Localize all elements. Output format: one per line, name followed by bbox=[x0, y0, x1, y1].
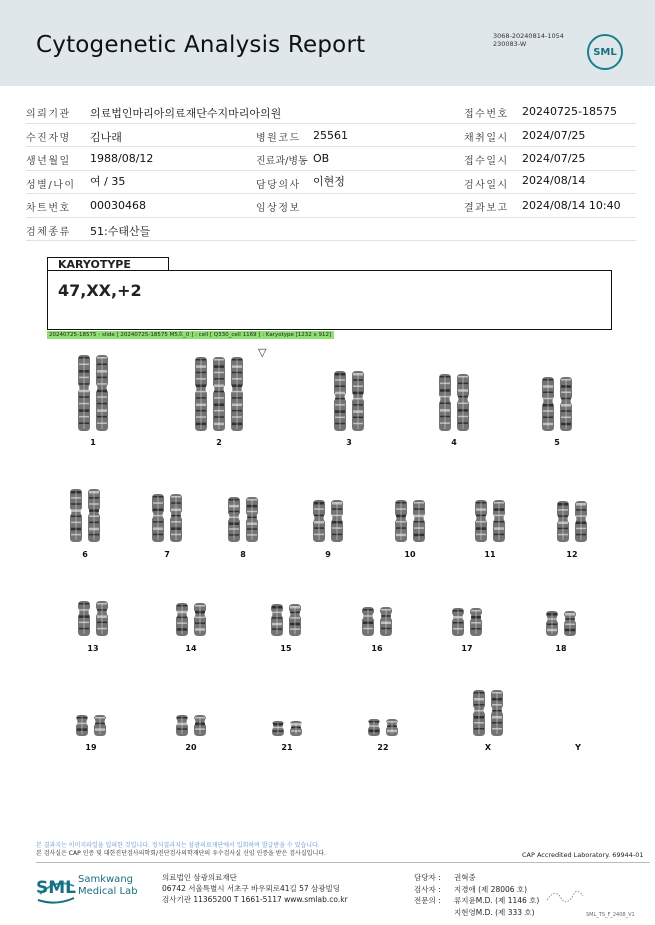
chromosome-12 bbox=[557, 501, 569, 542]
chromosome-2 bbox=[213, 357, 225, 431]
chromosome-19 bbox=[76, 715, 88, 736]
chromosome-pair-16 bbox=[358, 605, 396, 640]
chromosome-10 bbox=[395, 500, 407, 542]
report-title: Cytogenetic Analysis Report bbox=[36, 32, 366, 58]
specimen-label: 검체종류 bbox=[26, 226, 71, 238]
receipt-date-value: 2024/07/25 bbox=[522, 152, 586, 165]
dept-label: 진료과/병동 bbox=[256, 156, 308, 167]
receipt-no-label: 접수번호 bbox=[464, 109, 509, 120]
chromosome-16 bbox=[380, 607, 392, 636]
address-line2: 06742 서울특별시 서초구 바우뫼로41길 57 삼광빌딩 bbox=[162, 884, 341, 893]
chromosome-pair-1 bbox=[74, 353, 112, 435]
test-date-value: 2024/08/14 bbox=[522, 173, 586, 187]
chromosome-label: Y bbox=[575, 743, 581, 752]
report-date-value: 2024/08/14 10:40 bbox=[522, 199, 621, 212]
chromosome-8 bbox=[228, 497, 240, 542]
name-label: 수진자명 bbox=[26, 132, 71, 144]
chromosome-9 bbox=[331, 500, 343, 542]
staff-list bbox=[414, 872, 539, 918]
chromosome-pair-5 bbox=[538, 375, 576, 435]
form-code: SML_TS_F_2408_V1 bbox=[586, 912, 635, 918]
chromosome-pair-7 bbox=[148, 492, 186, 546]
doctor-label: 담당의사 bbox=[256, 179, 301, 191]
chromosome-label: 10 bbox=[404, 550, 416, 559]
staff-value: 지경애 (제 28006 호) bbox=[454, 884, 528, 894]
chromosome-14 bbox=[194, 603, 206, 636]
chromosome-label: 17 bbox=[461, 644, 473, 653]
address-line3: 검사기관 11365200 T 1661-5117 www.smlab.co.kr bbox=[162, 895, 348, 904]
info-row bbox=[26, 218, 636, 242]
chromosome-4 bbox=[457, 374, 469, 431]
chromosome-label: 22 bbox=[377, 743, 389, 752]
dept-value: OB bbox=[313, 152, 330, 165]
chromosome-16 bbox=[362, 607, 374, 636]
chromosome-label: 7 bbox=[164, 550, 170, 559]
chromosome-22 bbox=[386, 719, 398, 736]
company-name bbox=[78, 874, 138, 898]
company-name-line1: Samkwang bbox=[78, 874, 133, 885]
chromosome-pair-2 bbox=[191, 355, 247, 435]
chromosome-2 bbox=[231, 357, 243, 431]
chromosome-14 bbox=[176, 603, 188, 636]
cap-accreditation: CAP Accredited Laboratory. 69944-01 bbox=[522, 851, 644, 859]
patient-info-table bbox=[26, 100, 636, 241]
footer-divider bbox=[36, 862, 650, 863]
chromosome-pair-20 bbox=[172, 713, 210, 740]
chromosome-label: 4 bbox=[451, 438, 457, 447]
chromosome-pair-4 bbox=[435, 372, 473, 435]
chromosome-label: 8 bbox=[240, 550, 246, 559]
chromosome-pair-8 bbox=[224, 495, 262, 546]
staff-value: 권혁중 bbox=[454, 873, 476, 882]
chromosome-17 bbox=[470, 608, 482, 636]
collection-date-label: 채취일시 bbox=[464, 132, 509, 144]
chromosome-pair-18 bbox=[542, 609, 580, 640]
chromosome-label: 14 bbox=[185, 644, 197, 653]
clinical-label: 임상정보 bbox=[256, 203, 301, 214]
chromosome-label: 16 bbox=[371, 644, 383, 653]
chromosome-pair-15 bbox=[267, 602, 305, 640]
info-row bbox=[26, 194, 636, 218]
report-header bbox=[0, 0, 655, 86]
chromosome-pair-3 bbox=[330, 369, 368, 435]
chromosome-3 bbox=[352, 371, 364, 431]
doctor-value: 이현정 bbox=[313, 174, 345, 188]
info-row bbox=[26, 124, 636, 148]
chromosome-22 bbox=[368, 719, 380, 736]
chromosome-3 bbox=[334, 371, 346, 431]
receipt-no-value: 20240725-18575 bbox=[522, 105, 617, 118]
chromosome-X bbox=[491, 690, 503, 736]
document-code-line1: 3068-20240814-1054 bbox=[493, 32, 564, 40]
chromosome-pair-17 bbox=[448, 606, 486, 640]
chromosome-18 bbox=[546, 611, 558, 636]
chromosome-pair-10 bbox=[391, 498, 429, 546]
chromosome-pair-9 bbox=[309, 498, 347, 546]
chromosome-label: 12 bbox=[566, 550, 578, 559]
staff-row bbox=[414, 895, 539, 907]
chromosome-21 bbox=[290, 721, 302, 736]
chromosome-label: 15 bbox=[280, 644, 292, 653]
chromosome-6 bbox=[88, 489, 100, 542]
chart-no-value: 00030468 bbox=[90, 199, 146, 212]
chromosome-13 bbox=[78, 601, 90, 636]
report-date-label: 결과보고 bbox=[464, 203, 509, 214]
chromosome-2 bbox=[195, 357, 207, 431]
footer-notes bbox=[36, 842, 326, 858]
chromosome-18 bbox=[564, 611, 576, 636]
karyotype-result-box bbox=[47, 270, 612, 330]
chromosome-label: 6 bbox=[82, 550, 88, 559]
chromosome-label: 18 bbox=[555, 644, 567, 653]
chromosome-X bbox=[473, 690, 485, 736]
chromosome-pair-14 bbox=[172, 601, 210, 640]
collection-date-value: 2024/07/25 bbox=[522, 128, 586, 142]
sex-age-value: 여 / 35 bbox=[90, 174, 126, 188]
staff-value: 지현영M.D. (제 333 호) bbox=[454, 907, 535, 917]
chromosome-pair-13 bbox=[74, 599, 112, 640]
chromosome-5 bbox=[560, 377, 572, 431]
chromosome-pair-X bbox=[469, 688, 507, 740]
trisomy-marker-icon: ▽ bbox=[258, 346, 267, 359]
chromosome-20 bbox=[176, 715, 188, 736]
sex-age-label: 성별/나이 bbox=[26, 179, 76, 191]
chromosome-6 bbox=[70, 489, 82, 542]
info-row bbox=[26, 171, 636, 195]
chromosome-11 bbox=[475, 500, 487, 542]
chromosome-9 bbox=[313, 500, 325, 542]
chromosome-label: 19 bbox=[85, 743, 97, 752]
document-code-line2: 230083-W bbox=[493, 40, 527, 48]
test-date-label: 검사일시 bbox=[464, 179, 509, 191]
institution-label: 의뢰기관 bbox=[26, 109, 71, 120]
chromosome-pair-19 bbox=[72, 713, 110, 740]
chromosome-label: 11 bbox=[484, 550, 496, 559]
karyotype-value: 47,XX,+2 bbox=[58, 281, 142, 300]
chromosome-label: 21 bbox=[281, 743, 293, 752]
chromosome-19 bbox=[94, 715, 106, 736]
hospital-code-value: 25561 bbox=[313, 128, 348, 142]
hospital-code-label: 병원코드 bbox=[256, 132, 301, 144]
chromosome-pair-21 bbox=[268, 719, 306, 740]
institution-value: 의료법인마리아의료재단수지마리아의원 bbox=[90, 107, 282, 120]
chromosome-label: 13 bbox=[87, 644, 99, 653]
chromosome-pair-22 bbox=[364, 717, 402, 740]
chromosome-15 bbox=[271, 604, 283, 636]
name-value: 김나래 bbox=[90, 130, 122, 144]
chromosome-17 bbox=[452, 608, 464, 636]
chromosome-label: 3 bbox=[346, 438, 352, 447]
staff-row bbox=[414, 907, 539, 919]
chromosome-label: 5 bbox=[554, 438, 560, 447]
sml-logo bbox=[587, 34, 623, 70]
sml-logo-text: SML bbox=[593, 46, 617, 58]
chromosome-5 bbox=[542, 377, 554, 431]
chromosome-1 bbox=[96, 355, 108, 431]
signature-icon bbox=[545, 880, 585, 910]
chromosome-21 bbox=[272, 721, 284, 736]
chromosome-12 bbox=[575, 501, 587, 542]
chart-no-label: 차트번호 bbox=[26, 203, 71, 214]
chromosome-13 bbox=[96, 601, 108, 636]
chromosome-15 bbox=[289, 604, 301, 636]
chromosome-7 bbox=[152, 494, 164, 542]
chromosome-11 bbox=[493, 500, 505, 542]
info-row bbox=[26, 100, 636, 124]
chromosome-pair-11 bbox=[471, 498, 509, 546]
chromosome-7 bbox=[170, 494, 182, 542]
staff-value: 류지윤M.D. (제 1146 호) bbox=[454, 896, 540, 905]
staff-row bbox=[414, 872, 539, 884]
chromosome-10 bbox=[413, 500, 425, 542]
chromosome-20 bbox=[194, 715, 206, 736]
karyotype-image-caption: 20240725-18575 - slide [ 20240725-18575 M5호_0 ] : cell [ Q330_cell 1169 ] : Karyotype [1232 x 912] bbox=[47, 331, 334, 339]
birth-label: 생년월일 bbox=[26, 156, 71, 167]
chromosome-8 bbox=[246, 497, 258, 542]
document-code bbox=[493, 32, 564, 48]
chromosome-1 bbox=[78, 355, 90, 431]
staff-row bbox=[414, 884, 539, 896]
staff-label: 검사자 : bbox=[414, 884, 441, 894]
specimen-value: 51:수태산들 bbox=[90, 224, 151, 238]
staff-label: 담당자 : bbox=[414, 873, 441, 882]
chromosome-pair-6 bbox=[66, 487, 104, 546]
info-row bbox=[26, 147, 636, 171]
chromosome-label: 2 bbox=[216, 438, 222, 447]
chromosome-label: 20 bbox=[185, 743, 197, 752]
company-name-line2: Medical Lab bbox=[78, 886, 138, 897]
birth-value: 1988/08/12 bbox=[90, 152, 154, 165]
footer-note-line1: 본 결과지는 이미지파일을 입혀한 것입니다. 정식결과지는 삼광의료재단에서 입회하여 발급받을 수 있습니다. bbox=[36, 842, 320, 849]
address-line1: 의료법인 삼광의료재단 bbox=[162, 873, 237, 882]
chromosome-label: 9 bbox=[325, 550, 331, 559]
footer-note-line2: 본 검사실은 CAP 인증 및 대한진단검사의학회/진단검사의학재단의 우수검사실 신임 인증을 받은 검사실입니다. bbox=[36, 850, 326, 857]
receipt-date-label: 접수일시 bbox=[464, 156, 509, 167]
karyotype-label: KARYOTYPE bbox=[47, 257, 169, 271]
staff-label: 전문의 : bbox=[414, 896, 441, 905]
company-mark: SML bbox=[36, 878, 76, 898]
chromosome-label: X bbox=[484, 743, 492, 752]
chromosome-pair-12 bbox=[553, 499, 591, 546]
chromosome-label: 1 bbox=[90, 438, 96, 447]
chromosome-4 bbox=[439, 374, 451, 431]
company-address bbox=[162, 872, 348, 905]
